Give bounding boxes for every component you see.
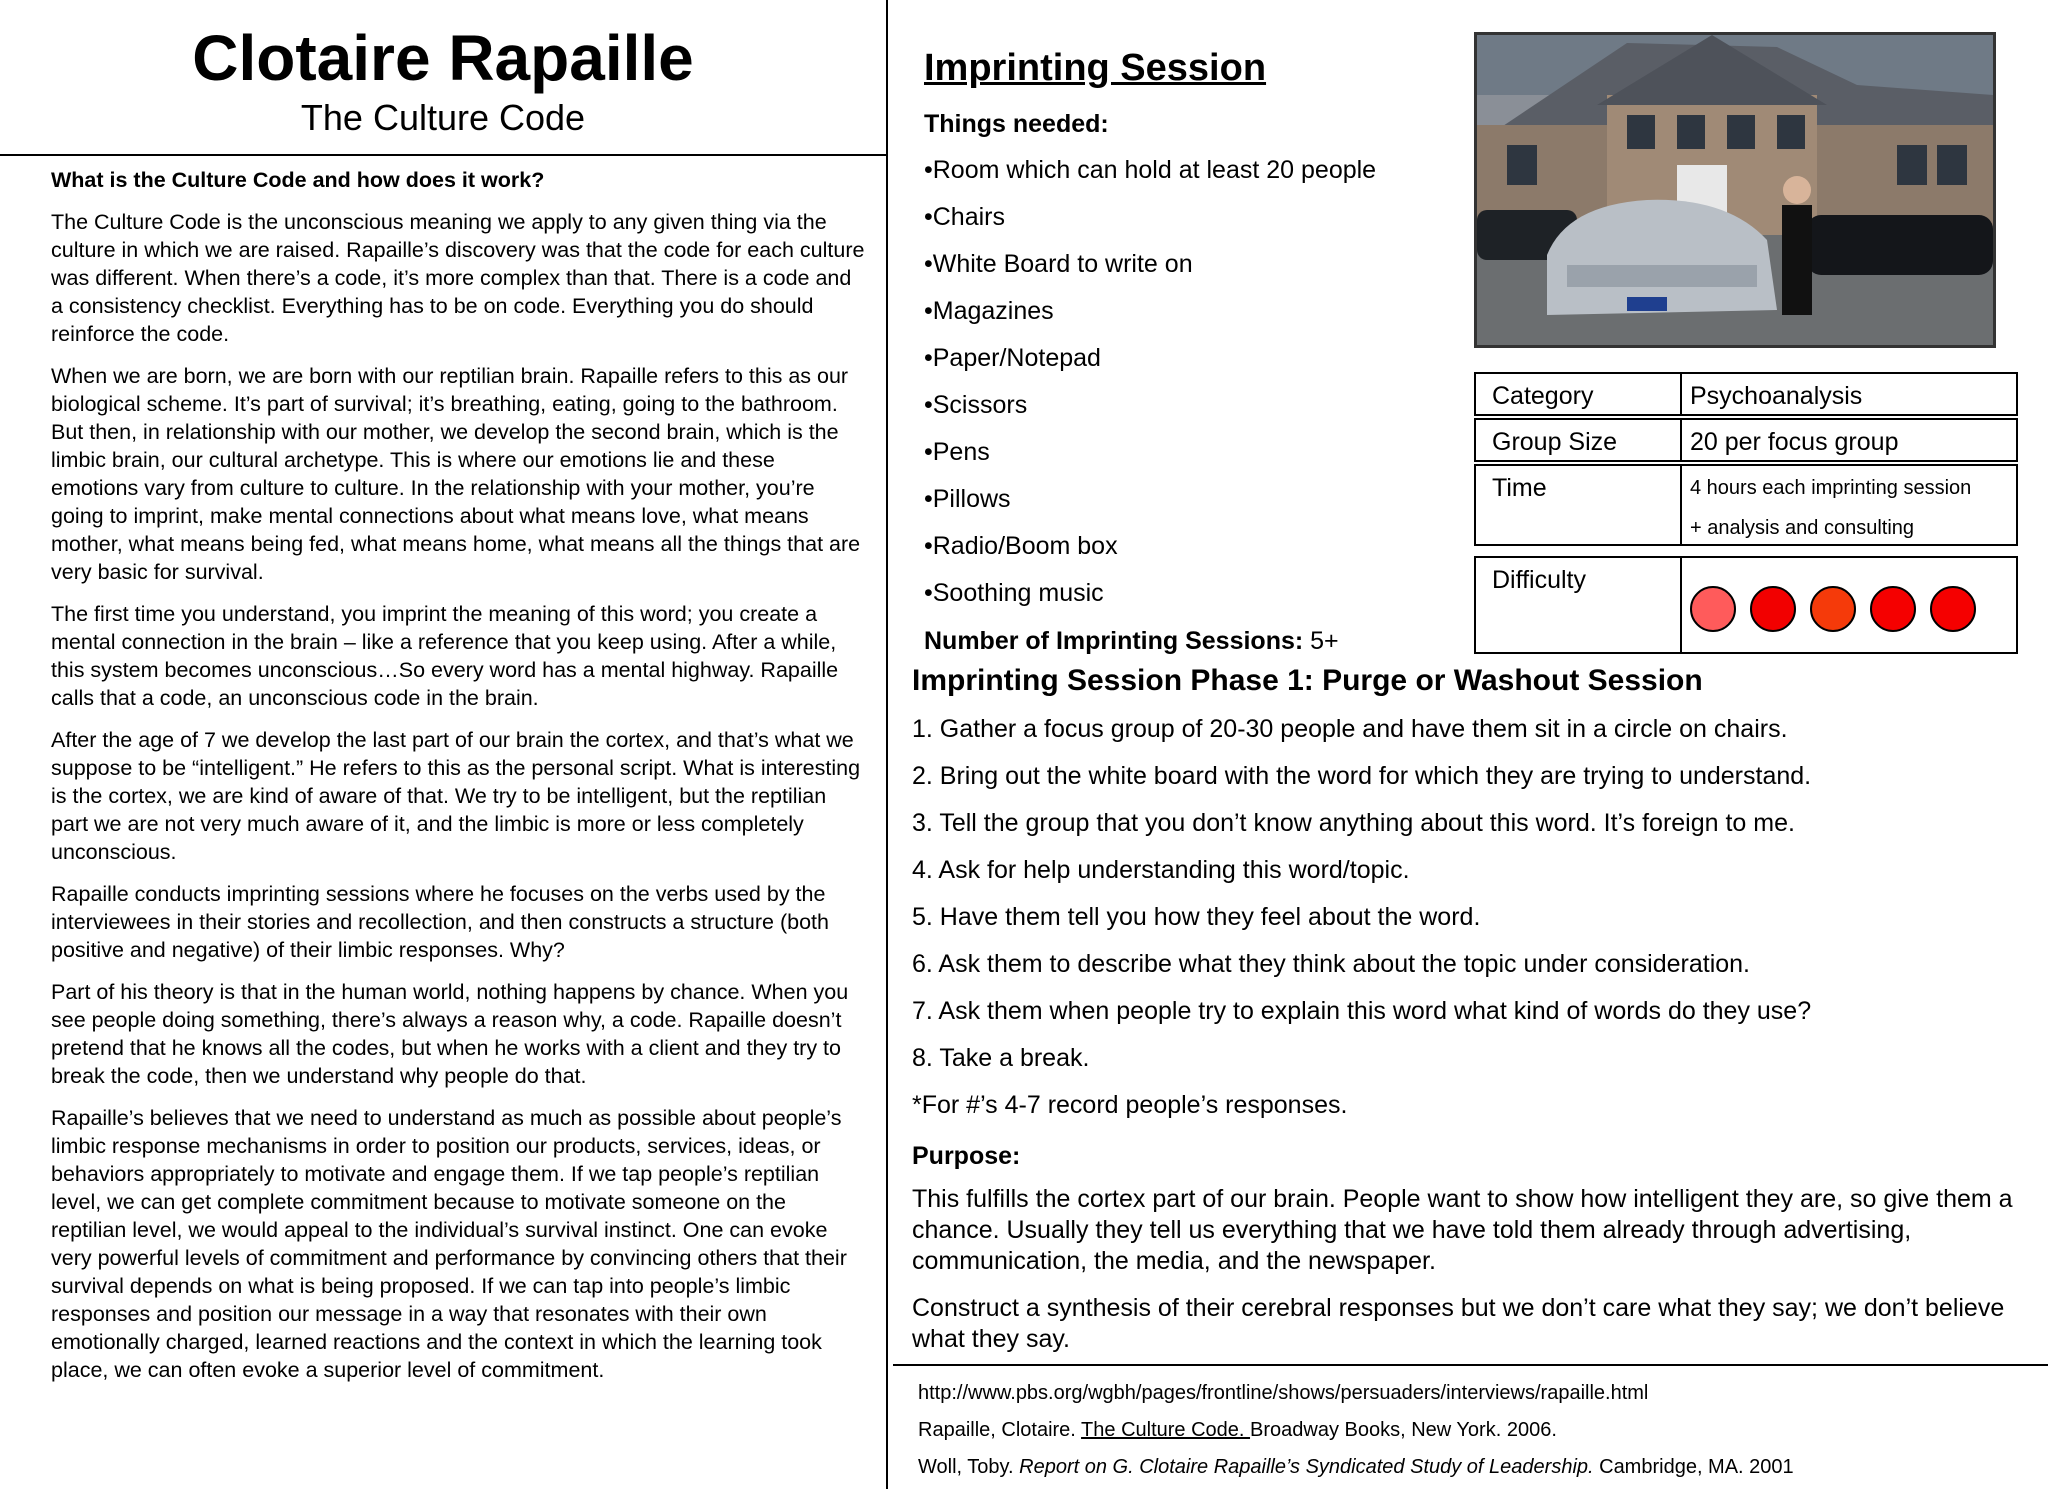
group-size-row xyxy=(1474,418,2018,462)
group-size-value: 20 per focus group xyxy=(1690,428,1899,456)
group-size-label: Group Size xyxy=(1492,428,1618,456)
time-label: Time xyxy=(1492,474,1547,502)
article-paragraph: Rapaille’s believes that we need to understand as much as possible about people’s limbic response mechanisms in order to position our products, services, ideas, or behaviors appropriately to motivate and engage them. If we tap people’s reptilian level, we can get complete commitment because to motivate someone on the reptilian level, we would appeal to the individual’s survival instinct. One can evoke very powerful levels of commitment and performance by convincing others that their survival depends on what is being proposed. If we can tap into people’s limbic responses and position our message in a way that resonates with their own emotionally charged, learned reactions and the context in which the learning took place, we can often evoke a superior level of commitment. xyxy=(51,1106,847,1382)
phase-title: Imprinting Session Phase 1: Purge or Washout Session xyxy=(912,664,1703,697)
reference-url: http://www.pbs.org/wgbh/pages/frontline/shows/persuaders/interviews/rapaille.html xyxy=(918,1382,1649,1404)
article-paragraph: The first time you understand, you imprint the meaning of this word; you create a mental connection in the brain – like a reference that you keep using. After a while, this system becomes unconscious…So every word has a mental highway. Rapaille calls that a code, an unconscious code in the brain. xyxy=(51,602,839,710)
difficulty-row xyxy=(1474,556,2018,654)
mansion-photo xyxy=(1474,32,1996,348)
list-item: •Paper/Notepad xyxy=(924,344,1101,372)
things-list xyxy=(924,152,1376,622)
article-paragraph: After the age of 7 we develop the last part of our brain the cortex, and that’s what we suppose to be “intelligent.” He refers to this as the personal script. What is interesting is the cortex, we are kind of aware of that. We try to be intelligent, but the reptilian part we are not very much aware of it, and the limbic is more or less completely unconscious. xyxy=(51,728,861,864)
things-needed-label: Things needed: xyxy=(924,110,1109,138)
difficulty-label: Difficulty xyxy=(1492,566,1587,594)
reference-publisher: Broadway Books, New York. 2006. xyxy=(1250,1419,1557,1441)
step-item: *For #’s 4-7 record people’s responses. xyxy=(912,1091,1348,1119)
list-item: •Pillows xyxy=(924,485,1011,513)
category-row xyxy=(1474,372,2018,416)
purpose-label: Purpose: xyxy=(912,1142,1021,1170)
reference-title: Report on G. Clotaire Rapaille’s Syndicated Study of Leadership. xyxy=(1019,1456,1594,1478)
time-row xyxy=(1474,464,2018,546)
step-item: 6. Ask them to describe what they think about the topic under consideration. xyxy=(912,950,1751,978)
difficulty-dot xyxy=(1690,586,1736,632)
list-item: •Pens xyxy=(924,438,990,466)
reference-publisher: Cambridge, MA. 2001 xyxy=(1593,1456,1794,1478)
number-of-sessions-label: Number of Imprinting Sessions: xyxy=(924,627,1304,655)
step-item: 4. Ask for help understanding this word/topic. xyxy=(912,856,1410,884)
list-item: •Chairs xyxy=(924,203,1005,231)
purpose-paragraph: This fulfills the cortex part of our brain. People want to show how intelligent they are, so give them a chance. Usually they tell us everything that we have told them already through advertising, communication, the media, and the newspaper. xyxy=(912,1185,2013,1275)
time-value-line-1: 4 hours each imprinting session xyxy=(1690,477,1972,499)
article-paragraph: Rapaille conducts imprinting sessions where he focuses on the verbs used by the interviewees in their stories and recollection, and then constructs a structure (both positive and negative) of their limbic responses. Why? xyxy=(51,882,829,962)
reference-author: Rapaille, Clotaire. xyxy=(918,1419,1082,1441)
session-title: Imprinting Session xyxy=(924,47,1267,89)
header-divider xyxy=(0,154,886,156)
difficulty-dot xyxy=(1930,586,1976,632)
list-item: •Radio/Boom box xyxy=(924,532,1118,560)
mansion-photo-drawing xyxy=(1477,35,1993,345)
reference-book xyxy=(918,1415,2028,1452)
category-label: Category xyxy=(1492,382,1594,410)
step-item: 1. Gather a focus group of 20-30 people and have them sit in a circle on chairs. xyxy=(912,715,1788,743)
list-item: •Room which can hold at least 20 people xyxy=(924,156,1377,184)
article-paragraph: When we are born, we are born with our reptilian brain. Rapaille refers to this as our biological scheme. It’s part of survival; it’s breathing, eating, going to the bathroom. But then, in relationship with our mother, we develop the second brain, which is the limbic brain, our cultural archetype. This is where our emotions lie and these emotions vary from culture to culture. In the relationship with your mother, you’re going to imprint, make mental connections about what means love, what means mother, what means being fed, what means home, what means all the things that are very basic for survival. xyxy=(51,364,861,584)
time-value-line-2: + analysis and consulting xyxy=(1690,517,1915,539)
difficulty-dot xyxy=(1870,586,1916,632)
list-item: •Magazines xyxy=(924,297,1054,325)
references xyxy=(918,1378,2028,1489)
time-value xyxy=(1690,468,1971,548)
phase-steps xyxy=(912,712,1811,1135)
reference-report xyxy=(918,1452,2028,1489)
left-article xyxy=(51,166,866,1398)
page-subtitle: The Culture Code xyxy=(300,97,586,138)
article-question: What is the Culture Code and how does it work? xyxy=(51,168,545,192)
number-of-sessions-value: 5+ xyxy=(1303,627,1339,655)
difficulty-dot xyxy=(1750,586,1796,632)
category-value: Psychoanalysis xyxy=(1690,382,1863,410)
number-of-sessions xyxy=(924,624,1339,658)
difficulty-rating xyxy=(1690,586,1976,632)
purpose-text xyxy=(912,1184,2022,1371)
list-item: •White Board to write on xyxy=(924,250,1193,278)
article-paragraph: The Culture Code is the unconscious meaning we apply to any given thing via the culture in which we are raised. Rapaille’s discovery was that the code for each culture was different. When there’s a code, it’s more complex than that. There is a code and a consistency checklist. Everything has to be on code. Everything you do should reinforce the code. xyxy=(51,210,865,346)
reference-author: Woll, Toby. xyxy=(918,1456,1020,1478)
purpose-paragraph: Construct a synthesis of their cerebral responses but we don’t care what they say; we don’t believe what they say. xyxy=(912,1294,2005,1353)
step-item: 5. Have them tell you how they feel about the word. xyxy=(912,903,1481,931)
step-item: 7. Ask them when people try to explain this word what kind of words do they use? xyxy=(912,997,1812,1025)
step-item: 3. Tell the group that you don’t know anything about this word. It’s foreign to me. xyxy=(912,809,1795,837)
article-paragraph: Part of his theory is that in the human world, nothing happens by chance. When you see people doing something, there’s always a reason why, a code. Rapaille doesn’t pretend that he knows all the codes, but when he works with a client and they try to break the code, then we understand why people do that. xyxy=(51,980,849,1088)
column-divider xyxy=(886,0,888,1489)
page-title: Clotaire Rapaille xyxy=(192,22,694,94)
step-item: 2. Bring out the white board with the word for which they are trying to understand. xyxy=(912,762,1812,790)
list-item: •Soothing music xyxy=(924,579,1104,607)
reference-title: The Culture Code. xyxy=(1081,1419,1251,1441)
difficulty-dot xyxy=(1810,586,1856,632)
list-item: •Scissors xyxy=(924,391,1028,419)
step-item: 8. Take a break. xyxy=(912,1044,1090,1072)
